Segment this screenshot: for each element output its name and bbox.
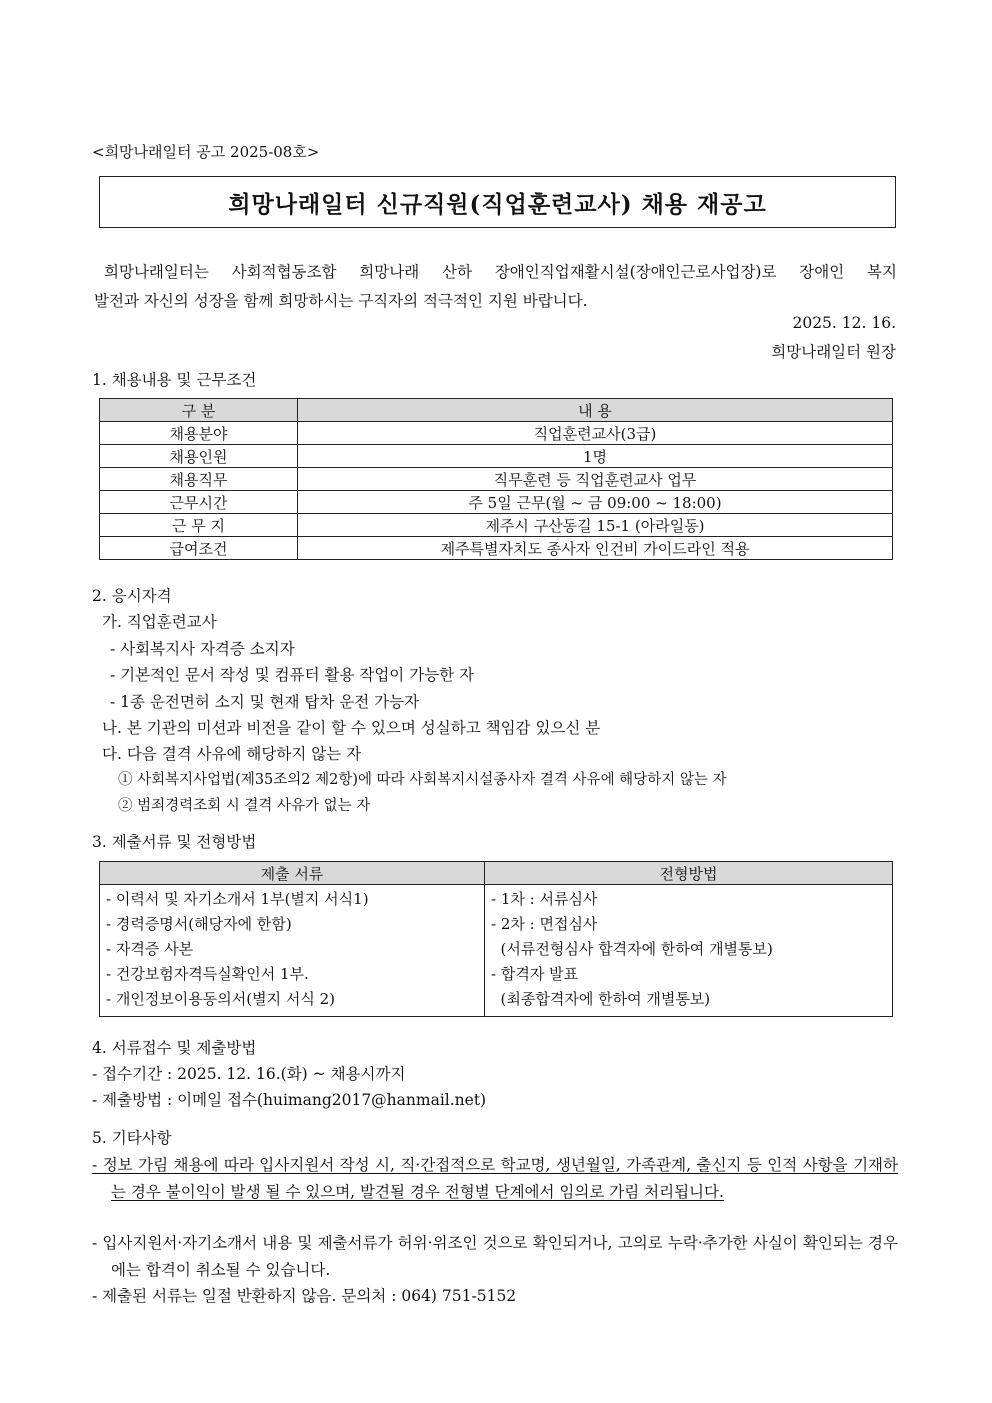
qualification-c: 다. 다음 결격 사유에 해당하지 않는 자 [102,745,362,763]
document-item: - 개인정보이용동의서(별지 서식 2) [106,990,335,1008]
intro-line-2: 발전과 자신의 성장을 함께 희망하시는 구직자의 적극적인 지원 바랍니다. [94,292,588,310]
qualification-a: 가. 직업훈련교사 [102,613,217,631]
recruitment-table [99,398,893,560]
documents-cell [100,885,485,1017]
table-row [100,422,893,445]
document-item: - 건강보험자격득실확인서 1부. [106,965,309,983]
table-header-content: 내 용 [298,399,893,422]
table-header-documents: 제출 서류 [100,862,485,885]
row-value: 직업훈련교사(3급) [298,422,893,445]
intro-line-1: 희망나래일터는 사회적협동조합 희망나래 산하 장애인직업재활시설(장애인근로사업장)로 장애인 복지 [104,263,897,281]
table-header-category: 구 분 [100,399,298,422]
misc-item-text: - 입사지원서·자기소개서 내용 및 제출서류가 허위·위조인 것으로 확인되거나, 고의로 누락·추가한 사실이 확인되는 경우에는 합격이 취소될 수 있습니다. [92,1234,898,1279]
section-1-heading: 1. 채용내용 및 근무조건 [92,371,257,389]
section-5-heading: 5. 기타사항 [92,1129,172,1147]
table-row [100,491,893,514]
misc-item-return-contact: - 제출된 서류는 일절 반환하지 않음. 문의처 : 064) 751-5152 [92,1287,517,1305]
table-row [100,537,893,560]
qualification-c-item: ① 사회복지사업법(제35조의2 제2항)에 따라 사회복지시설종사자 결격 사유에 해당하지 않는 자 [118,772,727,788]
table-header-row [100,862,893,885]
document-item: - 이력서 및 자기소개서 1부(별지 서식1) [106,890,369,908]
qualification-c-item: ② 범죄경력조회 시 결격 사유가 없는 자 [118,798,371,814]
misc-item-false-documents [92,1230,898,1284]
row-value: 제주시 구산동길 15-1 (아라일동) [298,514,893,537]
row-label: 근 무 지 [100,514,298,537]
document-item: - 자격증 사본 [106,940,194,958]
row-label: 채용분야 [100,422,298,445]
submission-method: - 제출방법 : 이메일 접수(huimang2017@hanmail.net) [92,1091,487,1109]
signatory: 희망나래일터 원장 [771,343,896,361]
row-label: 채용직무 [100,468,298,491]
qualification-a-item: - 기본적인 문서 작성 및 컴퓨터 활용 작업이 가능한 자 [110,666,475,684]
table-row [100,468,893,491]
row-value: 직무훈련 등 직업훈련교사 업무 [298,468,893,491]
table-row [100,514,893,537]
misc-item-text: - 정보 가림 채용에 따라 입사지원서 작성 시, 직·간접적으로 학교명, 생년월일, 가족관계, 출신지 등 인적 사항을 기재하는 경우 불이익이 발생 될 수 있으며, 발견될 경우 전형별 단계에서 임의로 가림 처리됩니다. [92,1156,898,1201]
section-3-heading: 3. 제출서류 및 전형방법 [92,833,257,851]
notice-date: 2025. 12. 16. [792,314,896,332]
process-item: (서류전형심사 합격자에 한하여 개별통보) [491,940,773,958]
intro-paragraph [94,258,897,316]
notice-number: <희망나래일터 공고 2025-08호> [92,143,320,161]
table-row [100,885,893,1017]
document-title-box [99,176,896,228]
section-2-heading: 2. 응시자격 [92,587,172,605]
process-item: - 합격자 발표 [491,965,579,983]
misc-item-blind-hiring [92,1152,898,1206]
document-item: - 경력증명서(해당자에 한함) [106,915,292,933]
table-header-row [100,399,893,422]
row-value: 주 5일 근무(월 ~ 금 09:00 ~ 18:00) [298,491,893,514]
qualification-b: 나. 본 기관의 미션과 비전을 같이 할 수 있으며 성실하고 책임감 있으신 분 [102,719,601,737]
qualification-a-item: - 사회복지사 자격증 소지자 [110,640,295,658]
row-value: 1명 [298,445,893,468]
process-item: - 1차 : 서류심사 [491,890,598,908]
process-item: (최종합격자에 한하여 개별통보) [491,990,711,1008]
section-4-heading: 4. 서류접수 및 제출방법 [92,1039,257,1057]
application-period: - 접수기간 : 2025. 12. 16.(화) ~ 채용시까지 [92,1065,406,1083]
table-row [100,445,893,468]
process-item: - 2차 : 면접심사 [491,915,598,933]
row-label: 채용인원 [100,445,298,468]
row-label: 근무시간 [100,491,298,514]
documents-process-table [99,861,893,1017]
table-header-process: 전형방법 [485,862,893,885]
process-cell [485,885,893,1017]
document-title: 희망나래일터 신규직원(직업훈련교사) 채용 재공고 [228,190,767,218]
row-value: 제주특별자치도 종사자 인건비 가이드라인 적용 [298,537,893,560]
qualification-a-item: - 1종 운전면허 소지 및 현재 탑차 운전 가능자 [110,693,420,711]
row-label: 급여조건 [100,537,298,560]
